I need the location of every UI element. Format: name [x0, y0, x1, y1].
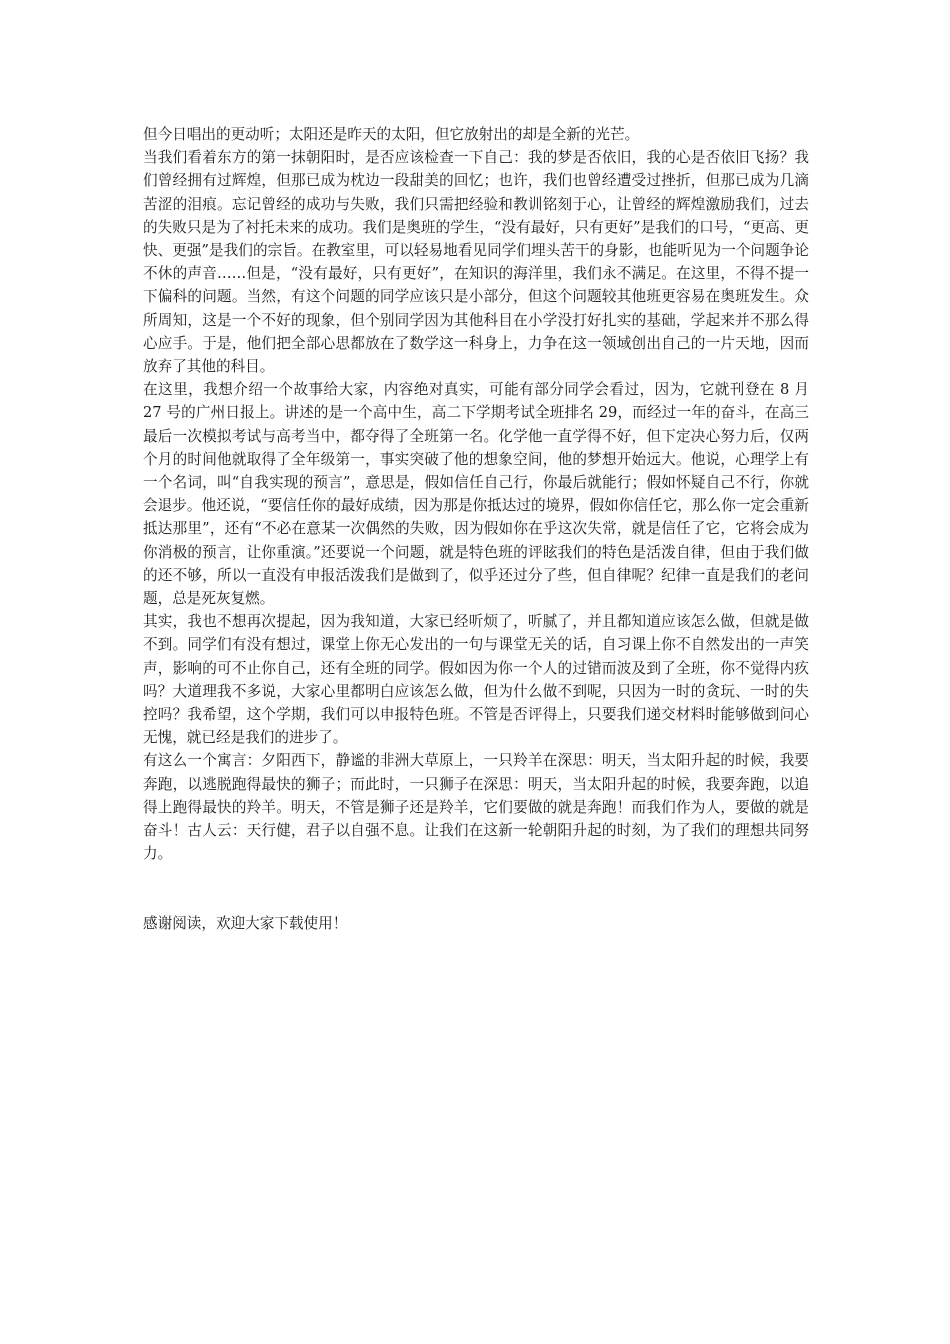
spacer — [143, 866, 809, 912]
paragraph: 当我们看着东方的第一抹朝阳时，是否应该检查一下自己：我的梦是否依旧，我的心是否依旧飞扬？我们曾经拥有过辉煌，但那已成为枕边一段甜美的回忆；也许，我们也曾经遭受过挫折，但那已成为几滴苦涩的泪痕。忘记曾经的成功与失败，我们只需把经验和教训铭刻于心，让曾经的辉煌激励我们，过去的失败只是为了衬托未来的成功。我们是奥班的学生，“没有最好，只有更好”是我们的口号，“更高、更快、更强”是我们的宗旨。在教室里，可以轻易地看见同学们埋头苦干的身影，也能听见为一个问题争论不休的声音……但是，“没有最好，只有更好”，在知识的海洋里，我们永不满足。在这里，不得不提一下偏科的问题。当然，有这个问题的同学应该只是小部分，但这个问题较其他班更容易在奥班发生。众所周知，这是一个不好的现象，但个别同学因为其他科目在小学没打好扎实的基础，学起来并不那么得心应手。于是，他们把全部心思都放在了数学这一科身上，力争在这一领域创出自己的一片天地，因而放弃了其他的科目。 — [143, 149, 809, 376]
paragraph: 其实，我也不想再次提起，因为我知道，大家已经听烦了，听腻了，并且都知道应该怎么做，但就是做不到。同学们有没有想过，课堂上你无心发出的一句与课堂无关的话，自习课上你不自然发出的一声笑声，影响的可不止你自己，还有全班的同学。假如因为你一个人的过错而波及到了全班，你不觉得内疚吗？大道理我不多说，大家心里都明白应该怎么做，但为什么做不到呢，只因为一时的贪玩、一时的失控吗？我希望，这个学期，我们可以申报特色班。不管是否评得上，只要我们递交材料时能够做到问心无愧，就已经是我们的进步了。 — [143, 613, 809, 747]
paragraph: 在这里，我想介绍一个故事给大家，内容绝对真实，可能有部分同学会看过，因为，它就刊登在 8 月 27 号的广州日报上。讲述的是一个高中生，高二下学期考试全班排名 29，而经过一年的奋斗，在高三最后一次模拟考试与高考当中，都夺得了全班第一名。化学他一直学得不好，但下定决心努力后，仅两个月的时间他就取得了全年级第一，事实突破了他的想象空间，他的梦想开始远大。他说，心理学上有一个名词，叫“自我实现的预言”，意思是，假如信任自己行，你最后就能行；假如怀疑自己不行，你就会退步。他还说，“要信任你的最好成绩，因为那是你抵达过的境界，假如你信任它，那么你一定会重新抵达那里”，还有“不必在意某一次偶然的失败，因为假如你在乎这次失常，就是信任了它，它将会成为你消极的预言，让你重演。”还要说一个问题，就是特色班的评眩我们的特色是活泼自律，但由于我们做的还不够，所以一直没有申报活泼我们是做到了，似乎还过分了些，但自律呢？纪律一直是我们的老问题，总是死灰复燃。 — [143, 381, 809, 608]
paragraph: 但今日唱出的更动听；太阳还是昨天的太阳，但它放射出的却是全新的光芒。 — [143, 126, 640, 143]
document-body — [143, 123, 809, 935]
paragraph: 有这么一个寓言：夕阳西下，静谧的非洲大草原上，一只羚羊在深思：明天，当太阳升起的时候，我要奔跑，以逃脱跑得最快的狮子；而此时，一只狮子在深思：明天，当太阳升起的时候，我要奔跑，以追得上跑得最快的羚羊。明天，不管是狮子还是羚羊，它们要做的就是奔跑！而我们作为人，要做的就是奋斗！古人云：天行健，君子以自强不息。让我们在这新一轮朝阳升起的时刻，为了我们的理想共同努力。 — [143, 752, 809, 863]
closing-note: 感谢阅读，欢迎大家下载使用！ — [143, 914, 348, 932]
